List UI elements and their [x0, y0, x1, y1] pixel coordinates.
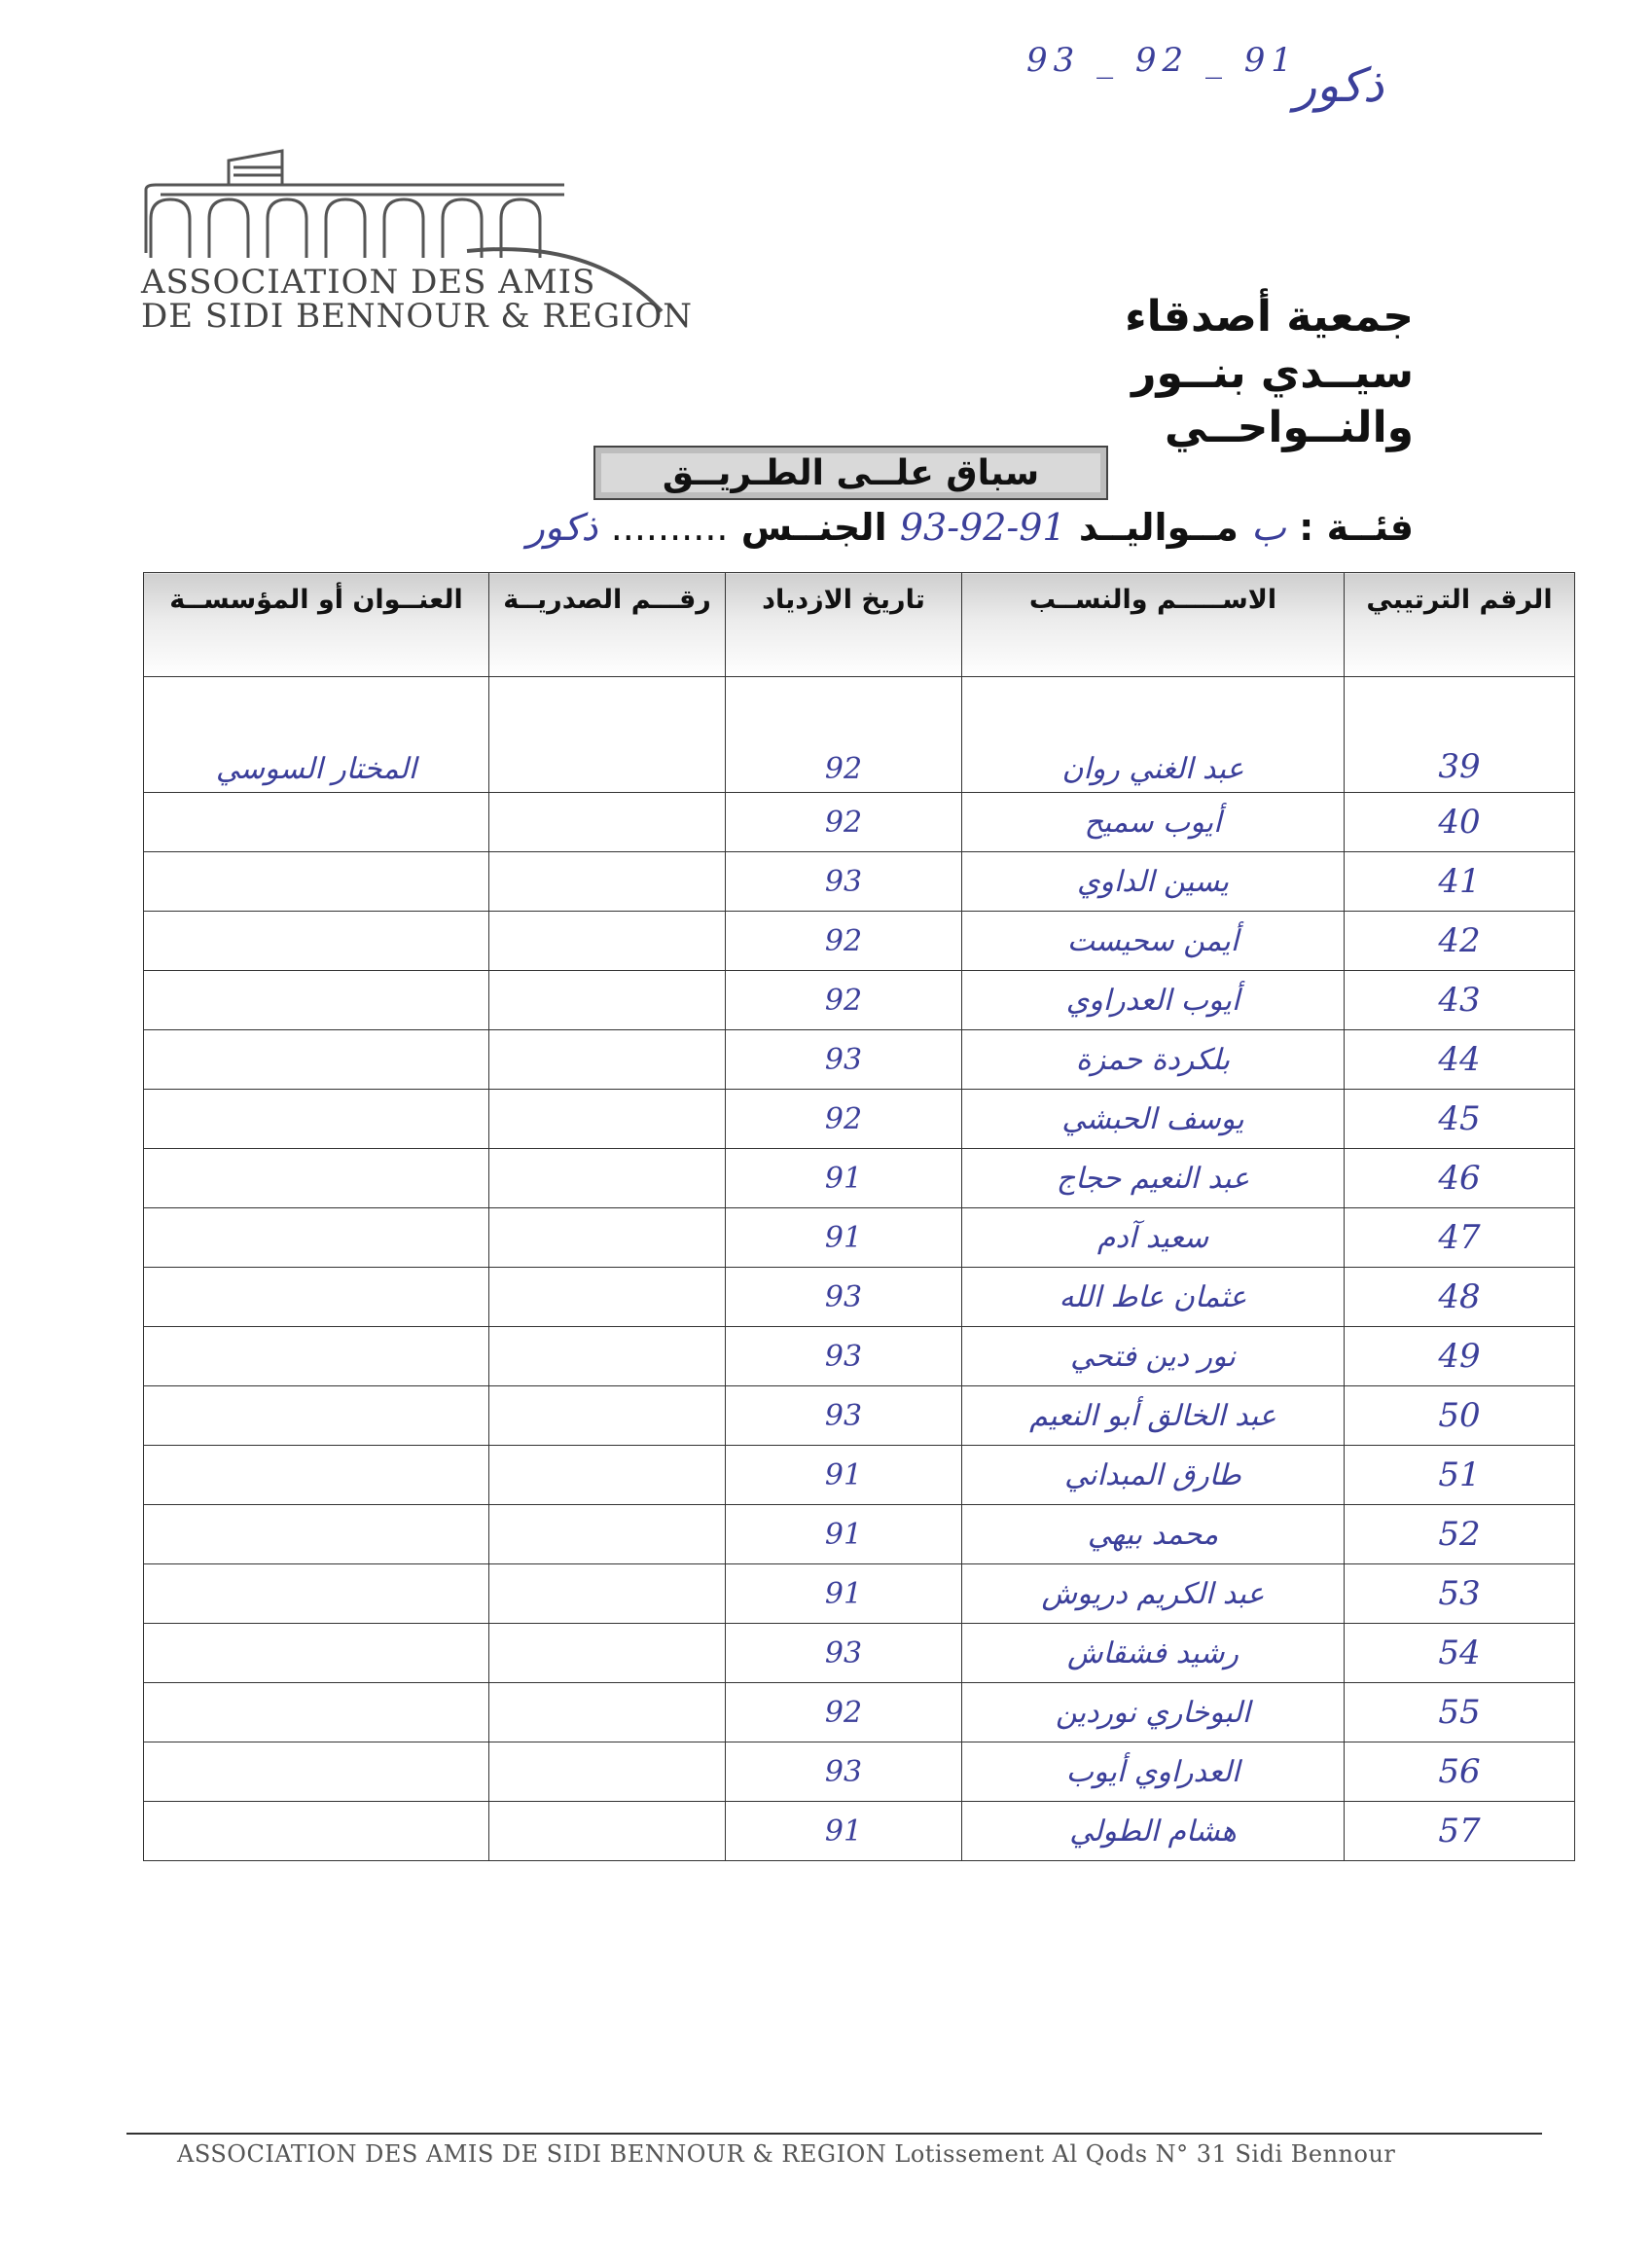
address-cell	[144, 912, 489, 971]
bib-number-cell	[489, 1208, 726, 1268]
rank-cell: 50	[1345, 1386, 1575, 1446]
table-row	[144, 971, 1575, 1030]
table-row	[144, 677, 1575, 793]
rank-cell: 48	[1345, 1268, 1575, 1327]
logo-text-line2: DE SIDI BENNOUR & REGION	[141, 297, 694, 336]
gender-value: ذكور	[526, 506, 598, 549]
name-cell: يوسف الحبشي	[962, 1090, 1345, 1149]
name-cell: عثمان عاط الله	[962, 1268, 1345, 1327]
header-bib-number: رقـــم الصدريــة	[489, 573, 726, 677]
birth-year-cell: 91	[726, 1505, 962, 1564]
name-cell: أيوب العدراوي	[962, 971, 1345, 1030]
bib-number-cell	[489, 852, 726, 912]
table-row	[144, 1149, 1575, 1208]
bib-number-cell	[489, 971, 726, 1030]
address-cell	[144, 1624, 489, 1683]
name-cell: العدراوي أيوب	[962, 1742, 1345, 1802]
org-name-arabic-line2: سيــدي بنــور	[1131, 348, 1414, 398]
table-row	[144, 1208, 1575, 1268]
table-row	[144, 1327, 1575, 1386]
rank-cell: 45	[1345, 1090, 1575, 1149]
rank-cell: 41	[1345, 852, 1575, 912]
participants-table	[143, 572, 1575, 1861]
table-row	[144, 1742, 1575, 1802]
header-rank: الرقم الترتيبي	[1345, 573, 1575, 677]
name-cell: البوخاري نوردين	[962, 1683, 1345, 1742]
name-cell: أيمن سحيست	[962, 912, 1345, 971]
address-cell	[144, 1742, 489, 1802]
address-cell	[144, 1564, 489, 1624]
birth-year-cell: 93	[726, 1268, 962, 1327]
address-cell	[144, 971, 489, 1030]
name-cell: هشام الطولي	[962, 1802, 1345, 1861]
birth-year-cell: 93	[726, 1742, 962, 1802]
rank-cell: 39	[1345, 677, 1575, 793]
bib-number-cell	[489, 1683, 726, 1742]
rank-cell: 43	[1345, 971, 1575, 1030]
name-cell: رشيد فشقاش	[962, 1624, 1345, 1683]
name-cell: محمد بيهي	[962, 1505, 1345, 1564]
name-cell: عبد الكريم دريوش	[962, 1564, 1345, 1624]
birth-year-cell: 92	[726, 1683, 962, 1742]
birth-year-cell: 93	[726, 1386, 962, 1446]
bib-number-cell	[489, 793, 726, 852]
address-cell	[144, 1030, 489, 1090]
birth-year-cell: 93	[726, 1624, 962, 1683]
org-name-arabic-line3: والنــواحــي	[1165, 403, 1414, 452]
table-row	[144, 912, 1575, 971]
rank-cell: 53	[1345, 1564, 1575, 1624]
address-cell	[144, 852, 489, 912]
address-cell	[144, 1386, 489, 1446]
births-value: 91-92-93	[899, 506, 1066, 549]
rank-cell: 57	[1345, 1802, 1575, 1861]
handwritten-gender-note: ذكور	[1294, 58, 1384, 113]
bib-number-cell	[489, 1624, 726, 1683]
name-cell: عبد الخالق أبو النعيم	[962, 1386, 1345, 1446]
bib-number-cell	[489, 1090, 726, 1149]
table-header-row	[144, 573, 1575, 677]
gender-label: الجنــس	[740, 506, 887, 549]
birth-year-cell: 91	[726, 1208, 962, 1268]
bib-number-cell	[489, 1742, 726, 1802]
bib-number-cell	[489, 1564, 726, 1624]
birth-year-cell: 91	[726, 1149, 962, 1208]
bib-number-cell	[489, 1030, 726, 1090]
address-cell: المختار السوسي	[144, 677, 489, 793]
table-row	[144, 1268, 1575, 1327]
bib-number-cell	[489, 677, 726, 793]
bib-number-cell	[489, 1802, 726, 1861]
rank-cell: 42	[1345, 912, 1575, 971]
bib-number-cell	[489, 1268, 726, 1327]
bib-number-cell	[489, 1327, 726, 1386]
rank-cell: 52	[1345, 1505, 1575, 1564]
table-row	[144, 1090, 1575, 1149]
rank-cell: 49	[1345, 1327, 1575, 1386]
bib-number-cell	[489, 1149, 726, 1208]
table-row	[144, 852, 1575, 912]
footer-address: ASSOCIATION DES AMIS DE SIDI BENNOUR & REGION Lotissement Al Qods N° 31 Sidi Bennour	[177, 2140, 1396, 2168]
birth-year-cell: 92	[726, 1090, 962, 1149]
address-cell	[144, 1090, 489, 1149]
bib-number-cell	[489, 1505, 726, 1564]
birth-year-cell: 92	[726, 971, 962, 1030]
address-cell	[144, 1268, 489, 1327]
gender-dots: ..........	[610, 506, 729, 549]
rank-cell: 54	[1345, 1624, 1575, 1683]
header-name: الاســـــم والنســب	[962, 573, 1345, 677]
birth-year-cell: 92	[726, 793, 962, 852]
header-address: العنــوان أو المؤسســة	[144, 573, 489, 677]
rank-cell: 51	[1345, 1446, 1575, 1505]
bib-number-cell	[489, 1386, 726, 1446]
rank-cell: 40	[1345, 793, 1575, 852]
birth-year-cell: 91	[726, 1446, 962, 1505]
name-cell: سعيد آدم	[962, 1208, 1345, 1268]
category-label: فئــة :	[1299, 506, 1414, 549]
table-row	[144, 1446, 1575, 1505]
address-cell	[144, 1208, 489, 1268]
name-cell: عبد النعيم حجاج	[962, 1149, 1345, 1208]
table-row	[144, 1683, 1575, 1742]
address-cell	[144, 1505, 489, 1564]
name-cell: بلكردة حمزة	[962, 1030, 1345, 1090]
address-cell	[144, 1683, 489, 1742]
bib-number-cell	[489, 1446, 726, 1505]
name-cell: يسين الداوي	[962, 852, 1345, 912]
table-row	[144, 1564, 1575, 1624]
name-cell: نور دين فتحي	[962, 1327, 1345, 1386]
birth-year-cell: 93	[726, 852, 962, 912]
table-row	[144, 1030, 1575, 1090]
rank-cell: 56	[1345, 1742, 1575, 1802]
rank-cell: 47	[1345, 1208, 1575, 1268]
footer-divider	[126, 2133, 1542, 2135]
table-row	[144, 1624, 1575, 1683]
table-row	[144, 793, 1575, 852]
births-label: مــواليــد	[1078, 506, 1239, 549]
category-value: ب	[1251, 506, 1286, 549]
name-cell: عبد الغني روان	[962, 677, 1345, 793]
table-row	[144, 1386, 1575, 1446]
birth-year-cell: 92	[726, 677, 962, 793]
race-title: سباق علــى الطـريــق	[593, 446, 1108, 500]
birth-year-cell: 91	[726, 1802, 962, 1861]
category-line	[526, 506, 1414, 549]
birth-year-cell: 92	[726, 912, 962, 971]
birth-year-cell: 93	[726, 1030, 962, 1090]
rank-cell: 55	[1345, 1683, 1575, 1742]
rank-cell: 44	[1345, 1030, 1575, 1090]
org-name-arabic-line1: جمعية أصدقاء	[1125, 292, 1414, 341]
address-cell	[144, 1446, 489, 1505]
handwritten-years-note: 93 _ 92 _ 91	[1026, 41, 1299, 80]
birth-year-cell: 91	[726, 1564, 962, 1624]
name-cell: أيوب سميح	[962, 793, 1345, 852]
address-cell	[144, 1149, 489, 1208]
birth-year-cell: 93	[726, 1327, 962, 1386]
address-cell	[144, 793, 489, 852]
name-cell: طارق المبداني	[962, 1446, 1345, 1505]
bib-number-cell	[489, 912, 726, 971]
header-birth-date: تاريخ الازدياد	[726, 573, 962, 677]
table-row	[144, 1802, 1575, 1861]
table-row	[144, 1505, 1575, 1564]
address-cell	[144, 1327, 489, 1386]
rank-cell: 46	[1345, 1149, 1575, 1208]
logo-text-line1: ASSOCIATION DES AMIS	[141, 263, 596, 302]
address-cell	[144, 1802, 489, 1861]
